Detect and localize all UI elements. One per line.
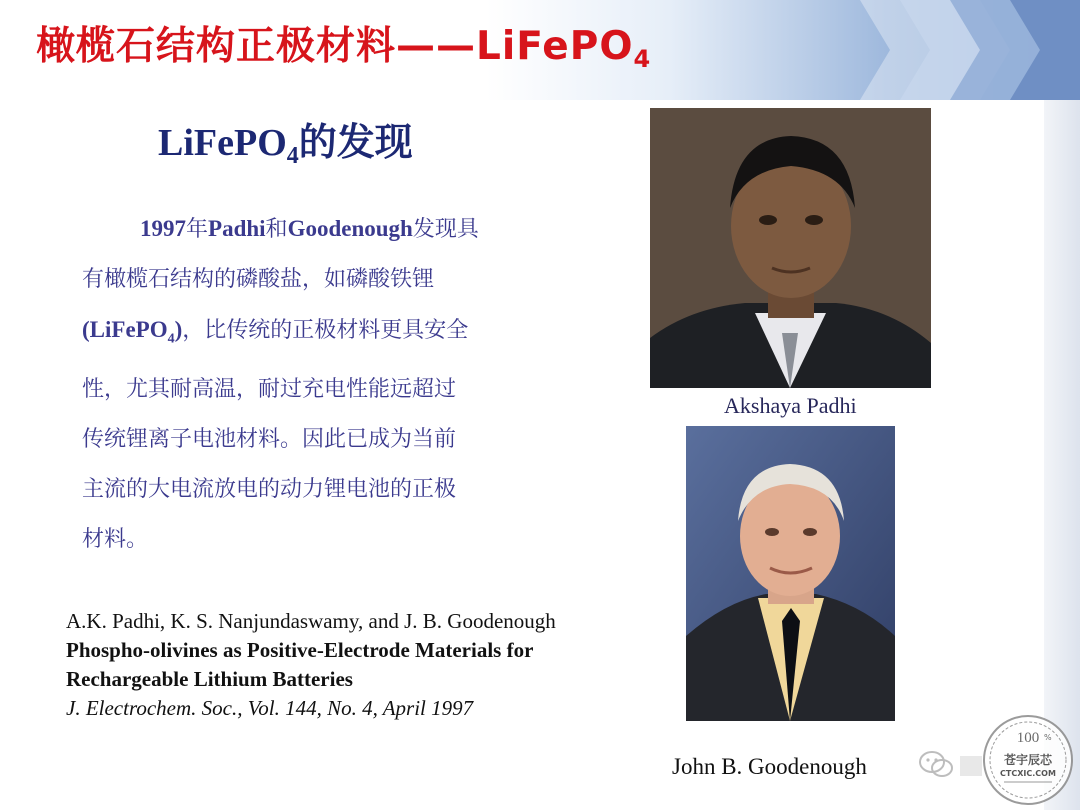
header-banner: [0, 0, 1080, 100]
body-paragraph: [82, 204, 558, 565]
body-line-1: 1997年Padhi和Goodenough发现具: [140, 216, 479, 242]
goodenough-portrait-image: [686, 426, 895, 721]
body-line-3: (LiFePO$_4$)，比传统的正极材料更具安全: [82, 317, 469, 347]
body-line-6: 主流的大电流放电的动力锂电池的正极: [82, 476, 457, 502]
citation-title-line-2: Rechargeable Lithium Batteries: [66, 667, 353, 691]
right-edge-strip: [1044, 100, 1080, 810]
padhi-portrait: [650, 108, 931, 388]
chevron-decoration: [860, 0, 1080, 100]
citation-authors: A.K. Padhi, K. S. Nanjundaswamy, and J. B. Goodenough: [66, 609, 556, 633]
stamp-url: CTCXIC.COM: [1000, 769, 1056, 778]
logo-stamp: [980, 712, 1076, 808]
body-line-7: 材料。: [82, 526, 149, 552]
section-heading: LiFePO$_4$的发现: [158, 122, 413, 169]
citation-title-line-1: Phospho-olivines as Positive-Electrode Materials for: [66, 638, 534, 662]
padhi-portrait-image: [650, 108, 931, 388]
stamp-name: 苍宇辰芯: [1003, 753, 1053, 767]
goodenough-caption: John B. Goodenough: [672, 754, 867, 779]
slide-title: 橄榄石结构正极材料——LiFePO$_4$: [36, 24, 652, 73]
body-line-5: 传统锂离子电池材料。因此已成为当前: [82, 426, 457, 452]
stamp-percent: %: [1044, 733, 1052, 742]
stamp-number: 100: [1016, 730, 1040, 746]
wechat-icon: [918, 748, 988, 782]
padhi-caption: Akshaya Padhi: [724, 393, 857, 418]
body-line-4: 性，尤其耐高温，耐过充电性能远超过: [82, 376, 457, 402]
citation-journal: J. Electrochem. Soc., Vol. 144, No. 4, April 1997: [66, 696, 474, 720]
goodenough-portrait: [686, 426, 895, 721]
citation: [66, 607, 646, 723]
body-line-2: 有橄榄石结构的磷酸盐，如磷酸铁锂: [82, 267, 435, 292]
